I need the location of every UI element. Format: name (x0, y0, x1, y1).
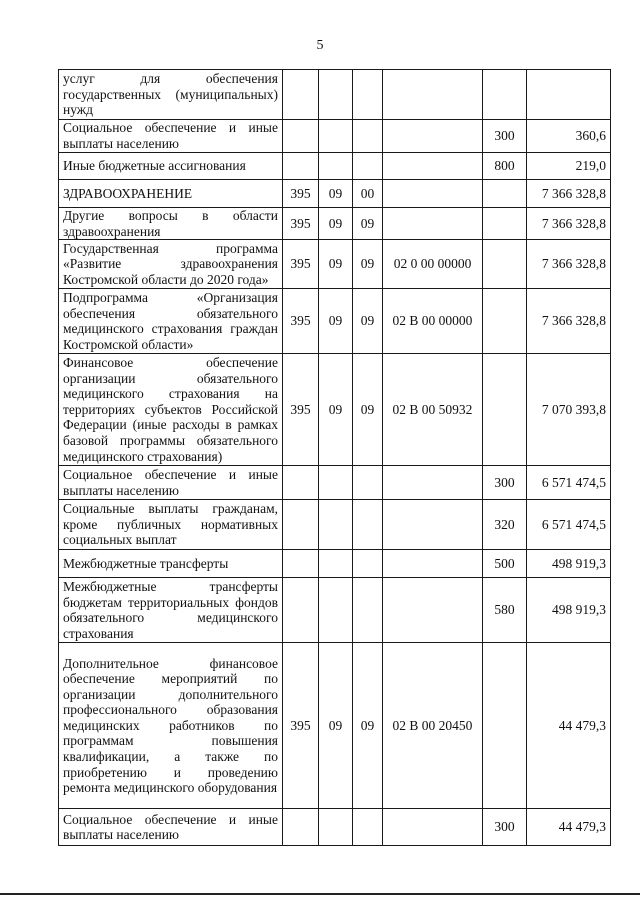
row-pr (353, 120, 383, 153)
row-vr: 300 (483, 809, 527, 846)
row-vr: 580 (483, 578, 527, 643)
row-name: Социальное обеспечение и иные выплаты населению (59, 809, 283, 846)
row-cs (383, 466, 483, 500)
row-pr: 09 (353, 208, 383, 240)
table-row (59, 578, 611, 643)
row-vr: 800 (483, 153, 527, 180)
row-cs: 02 В 00 20450 (383, 643, 483, 809)
row-sum: 7 366 328,8 (527, 240, 611, 289)
page-bottom-rule (0, 893, 640, 895)
table-row (59, 120, 611, 153)
row-name: Межбюджетные трансферты бюджетам территориальных фондов обязательного медицинского страхования (59, 578, 283, 643)
row-pr: 09 (353, 643, 383, 809)
row-gr (283, 578, 319, 643)
row-vr: 500 (483, 550, 527, 578)
row-gr: 395 (283, 208, 319, 240)
row-sum: 44 479,3 (527, 643, 611, 809)
row-pr (353, 466, 383, 500)
row-gr (283, 466, 319, 500)
table-row (59, 643, 611, 809)
row-rz (319, 809, 353, 846)
row-rz: 09 (319, 180, 353, 208)
row-gr: 395 (283, 180, 319, 208)
row-name: Социальное обеспечение и иные выплаты населению (59, 466, 283, 500)
row-vr (483, 240, 527, 289)
row-vr: 320 (483, 500, 527, 550)
row-pr: 09 (353, 354, 383, 466)
row-rz: 09 (319, 240, 353, 289)
row-rz: 09 (319, 208, 353, 240)
table-row (59, 180, 611, 208)
row-cs (383, 120, 483, 153)
row-cs (383, 180, 483, 208)
row-cs (383, 70, 483, 120)
row-sum: 7 070 393,8 (527, 354, 611, 466)
row-name: Другие вопросы в области здравоохранения (59, 208, 283, 240)
row-sum: 7 366 328,8 (527, 208, 611, 240)
row-name: ЗДРАВООХРАНЕНИЕ (59, 180, 283, 208)
row-sum: 44 479,3 (527, 809, 611, 846)
row-vr (483, 70, 527, 120)
row-rz: 09 (319, 643, 353, 809)
row-gr (283, 120, 319, 153)
row-cs (383, 500, 483, 550)
row-name: Социальные выплаты гражданам, кроме публичных нормативных социальных выплат (59, 500, 283, 550)
row-rz: 09 (319, 289, 353, 354)
row-cs (383, 578, 483, 643)
row-rz (319, 153, 353, 180)
row-vr: 300 (483, 466, 527, 500)
row-rz: 09 (319, 354, 353, 466)
table-row (59, 354, 611, 466)
row-pr (353, 809, 383, 846)
row-cs (383, 809, 483, 846)
row-gr: 395 (283, 289, 319, 354)
row-gr (283, 153, 319, 180)
row-vr: 300 (483, 120, 527, 153)
row-vr (483, 180, 527, 208)
row-gr (283, 70, 319, 120)
row-vr (483, 208, 527, 240)
row-name: Иные бюджетные ассигнования (59, 153, 283, 180)
row-sum: 7 366 328,8 (527, 180, 611, 208)
row-rz (319, 578, 353, 643)
table-row (59, 466, 611, 500)
row-sum: 498 919,3 (527, 550, 611, 578)
table-row (59, 153, 611, 180)
row-vr (483, 289, 527, 354)
table-row (59, 70, 611, 120)
row-cs: 02 В 00 00000 (383, 289, 483, 354)
table-row (59, 500, 611, 550)
row-sum: 6 571 474,5 (527, 466, 611, 500)
row-gr (283, 550, 319, 578)
row-pr: 09 (353, 289, 383, 354)
row-pr (353, 70, 383, 120)
table-row (59, 550, 611, 578)
row-gr (283, 500, 319, 550)
row-name: Подпрограмма «Организация обеспечения обязательного медицинского страхования граждан Костромской области» (59, 289, 283, 354)
budget-table (58, 69, 611, 846)
row-cs (383, 208, 483, 240)
row-rz (319, 500, 353, 550)
row-rz (319, 120, 353, 153)
table-row (59, 809, 611, 846)
row-sum: 219,0 (527, 153, 611, 180)
row-gr: 395 (283, 643, 319, 809)
row-pr (353, 578, 383, 643)
row-pr: 00 (353, 180, 383, 208)
row-pr (353, 500, 383, 550)
row-rz (319, 70, 353, 120)
row-rz (319, 550, 353, 578)
row-sum: 360,6 (527, 120, 611, 153)
row-name: Государственная программа «Развитие здравоохранения Костромской области до 2020 года» (59, 240, 283, 289)
row-name: Финансовое обеспечение организации обязательного медицинского страхования на территориях субъектов Российской Федерации (иные расходы в рамках базовой программы обязательного медицинского страхования) (59, 354, 283, 466)
row-cs: 02 В 00 50932 (383, 354, 483, 466)
row-gr: 395 (283, 354, 319, 466)
row-name: услуг для обеспечения государственных (муниципальных) нужд (59, 70, 283, 120)
table-row (59, 208, 611, 240)
row-pr (353, 550, 383, 578)
row-name: Межбюджетные трансферты (59, 550, 283, 578)
row-sum (527, 70, 611, 120)
row-gr (283, 809, 319, 846)
row-cs (383, 153, 483, 180)
table-row (59, 289, 611, 354)
row-vr (483, 643, 527, 809)
row-sum: 498 919,3 (527, 578, 611, 643)
row-sum: 7 366 328,8 (527, 289, 611, 354)
row-pr: 09 (353, 240, 383, 289)
row-name: Социальное обеспечение и иные выплаты населению (59, 120, 283, 153)
row-vr (483, 354, 527, 466)
row-cs (383, 550, 483, 578)
row-gr: 395 (283, 240, 319, 289)
row-rz (319, 466, 353, 500)
page-number: 5 (316, 38, 324, 53)
row-name: Дополнительное финансовое обеспечение мероприятий по организации дополнительного профессионального образования медицинских работников по программам повышения квалификации, а также по приобретению и проведению ремонта медицинского оборудования (59, 643, 283, 809)
row-sum: 6 571 474,5 (527, 500, 611, 550)
row-cs: 02 0 00 00000 (383, 240, 483, 289)
table-row (59, 240, 611, 289)
row-pr (353, 153, 383, 180)
